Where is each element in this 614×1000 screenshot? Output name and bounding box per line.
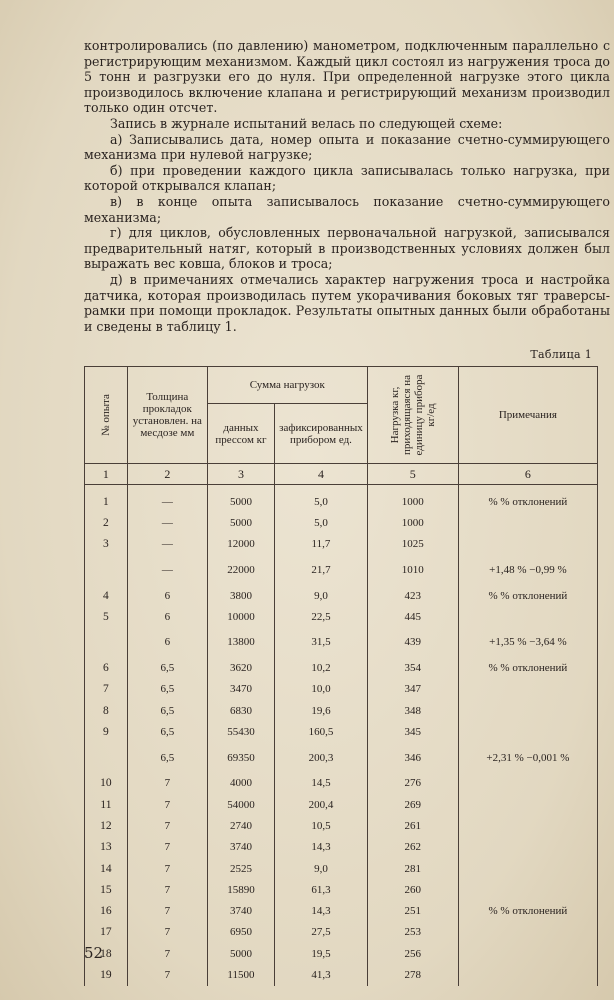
cell-l: 269 (367, 794, 458, 815)
cell-n: 12 (85, 815, 128, 836)
header-num: № опыта (85, 367, 128, 464)
table-row (85, 585, 598, 606)
cell-note: +2,31 % −0,001 % (458, 743, 597, 773)
cell-p: 54000 (207, 794, 274, 815)
cell-p: 4000 (207, 773, 274, 794)
cell-n: 1 (85, 485, 128, 513)
cell-n: 2 (85, 512, 128, 533)
cell-l: 256 (367, 943, 458, 964)
col-number: 1 (85, 464, 128, 485)
cell-n (85, 555, 128, 585)
cell-t: 7 (127, 879, 207, 900)
cell-l: 278 (367, 964, 458, 985)
cell-d: 160,5 (275, 721, 368, 742)
cell-l: 253 (367, 922, 458, 943)
cell-d: 9,0 (275, 585, 368, 606)
cell-l: 261 (367, 815, 458, 836)
cell-d: 11,7 (275, 534, 368, 555)
cell-note (458, 606, 597, 627)
cell-d: 22,5 (275, 606, 368, 627)
paragraph-item-e: д) в примечаниях отмечались характер нагружения троса и настройка датчика, которая производилась путем укорачивания боковых тяг траверсы-рамки при помощи прокладок. Результаты опытных данных были обработаны и сведены в таблицу 1. (84, 271, 610, 334)
table-row (85, 815, 598, 836)
cell-p: 10000 (207, 606, 274, 627)
cell-d: 27,5 (275, 922, 368, 943)
cell-d: 200,4 (275, 794, 368, 815)
cell-t: 6 (127, 627, 207, 657)
col-number: 4 (275, 464, 368, 485)
cell-l: 276 (367, 773, 458, 794)
cell-l: 439 (367, 627, 458, 657)
cell-t: — (127, 485, 207, 513)
cell-l: 346 (367, 743, 458, 773)
cell-l: 1025 (367, 534, 458, 555)
cell-note (458, 943, 597, 964)
cell-p: 15890 (207, 879, 274, 900)
cell-d: 14,3 (275, 900, 368, 921)
cell-d: 10,0 (275, 679, 368, 700)
cell-p: 6830 (207, 700, 274, 721)
table-caption: Таблица 1 (530, 348, 592, 361)
cell-p: 2740 (207, 815, 274, 836)
cell-t: — (127, 534, 207, 555)
table-row (85, 794, 598, 815)
table-row (85, 964, 598, 985)
cell-note: % % отклонений (458, 485, 597, 513)
header-device: зафиксированных прибором ед. (275, 404, 368, 464)
cell-note (458, 534, 597, 555)
cell-l: 1000 (367, 512, 458, 533)
cell-d: 200,3 (275, 743, 368, 773)
cell-l: 281 (367, 858, 458, 879)
cell-d: 10,5 (275, 815, 368, 836)
cell-note: +1,48 % −0,99 % (458, 555, 597, 585)
cell-d: 5,0 (275, 485, 368, 513)
table-row (85, 837, 598, 858)
cell-n: 14 (85, 858, 128, 879)
table-row (85, 657, 598, 678)
cell-n: 8 (85, 700, 128, 721)
body-text (84, 38, 610, 334)
cell-t: 6,5 (127, 657, 207, 678)
cell-t: 7 (127, 858, 207, 879)
cell-n: 10 (85, 773, 128, 794)
cell-d: 61,3 (275, 879, 368, 900)
cell-note (458, 512, 597, 533)
cell-p: 5000 (207, 943, 274, 964)
col-number: 3 (207, 464, 274, 485)
cell-note (458, 794, 597, 815)
table-row (85, 627, 598, 657)
cell-note (458, 700, 597, 721)
cell-d: 31,5 (275, 627, 368, 657)
cell-n: 3 (85, 534, 128, 555)
cell-p: 3620 (207, 657, 274, 678)
table-row (85, 485, 598, 513)
cell-t: 7 (127, 773, 207, 794)
cell-t: 7 (127, 922, 207, 943)
cell-t: 7 (127, 837, 207, 858)
cell-t: 6,5 (127, 679, 207, 700)
cell-d: 14,5 (275, 773, 368, 794)
cell-n (85, 743, 128, 773)
cell-l: 347 (367, 679, 458, 700)
header-sum-group: Сумма нагрузок (207, 367, 367, 404)
table-row (85, 534, 598, 555)
paragraph-scheme-intro: Запись в журнале испытаний велась по следующей схеме: (110, 115, 503, 131)
paragraph-item-b: б) при проведении каждого цикла записывалась только нагрузка, при которой открывался клапан; (84, 162, 610, 194)
cell-d: 19,6 (275, 700, 368, 721)
cell-note (458, 964, 597, 985)
cell-n: 17 (85, 922, 128, 943)
cell-p: 55430 (207, 721, 274, 742)
paragraph-item-c: в) в конце опыта записывалось показание счетно-суммирующего механизма; (84, 193, 610, 225)
cell-p: 3740 (207, 900, 274, 921)
cell-p: 5000 (207, 485, 274, 513)
col-number: 6 (458, 464, 597, 485)
table-row (85, 512, 598, 533)
cell-n: 4 (85, 585, 128, 606)
header-press: данных прессом кг (207, 404, 274, 464)
cell-l: 262 (367, 837, 458, 858)
cell-n: 9 (85, 721, 128, 742)
table-row (85, 922, 598, 943)
cell-note (458, 773, 597, 794)
cell-p: 69350 (207, 743, 274, 773)
cell-n: 7 (85, 679, 128, 700)
table-row (85, 900, 598, 921)
cell-d: 19,5 (275, 943, 368, 964)
table-row (85, 721, 598, 742)
cell-note (458, 721, 597, 742)
header-notes: Примечания (458, 367, 597, 464)
cell-note: % % отклонений (458, 657, 597, 678)
cell-l: 445 (367, 606, 458, 627)
cell-t: — (127, 512, 207, 533)
cell-p: 3470 (207, 679, 274, 700)
cell-l: 354 (367, 657, 458, 678)
table-row (85, 700, 598, 721)
cell-t: 6 (127, 585, 207, 606)
cell-note (458, 815, 597, 836)
cell-p: 22000 (207, 555, 274, 585)
cell-d: 21,7 (275, 555, 368, 585)
cell-t: 6,5 (127, 743, 207, 773)
cell-p: 13800 (207, 627, 274, 657)
cell-note: % % отклонений (458, 900, 597, 921)
cell-l: 348 (367, 700, 458, 721)
header-load: Нагрузка кг, приходящаяся на единицу прибора кг/ед (367, 367, 458, 464)
cell-p: 2525 (207, 858, 274, 879)
cell-note: +1,35 % −3,64 % (458, 627, 597, 657)
col-number: 2 (127, 464, 207, 485)
cell-l: 251 (367, 900, 458, 921)
cell-l: 345 (367, 721, 458, 742)
cell-d: 10,2 (275, 657, 368, 678)
cell-t: — (127, 555, 207, 585)
table-row (85, 858, 598, 879)
table-row (85, 743, 598, 773)
table-row (85, 606, 598, 627)
cell-note (458, 922, 597, 943)
cell-d: 41,3 (275, 964, 368, 985)
results-table (84, 366, 598, 986)
cell-n: 13 (85, 837, 128, 858)
cell-p: 11500 (207, 964, 274, 985)
cell-l: 260 (367, 879, 458, 900)
cell-d: 14,3 (275, 837, 368, 858)
cell-t: 6 (127, 606, 207, 627)
cell-l: 1010 (367, 555, 458, 585)
cell-note (458, 679, 597, 700)
header-thickness: Толщина прокладок установлен. на месдозе мм (127, 367, 207, 464)
cell-l: 423 (367, 585, 458, 606)
cell-t: 7 (127, 964, 207, 985)
table-row (85, 773, 598, 794)
cell-n: 11 (85, 794, 128, 815)
table-body (85, 485, 598, 986)
table-row (85, 943, 598, 964)
col-number: 5 (367, 464, 458, 485)
cell-d: 9,0 (275, 858, 368, 879)
cell-t: 7 (127, 794, 207, 815)
cell-note (458, 879, 597, 900)
cell-l: 1000 (367, 485, 458, 513)
cell-n: 18 (85, 943, 128, 964)
cell-n (85, 627, 128, 657)
cell-n: 15 (85, 879, 128, 900)
cell-note (458, 837, 597, 858)
cell-n: 16 (85, 900, 128, 921)
page-number: 52 (84, 944, 104, 962)
cell-t: 7 (127, 943, 207, 964)
table-row (85, 679, 598, 700)
cell-t: 7 (127, 900, 207, 921)
cell-note (458, 858, 597, 879)
paragraph-continued: контролировались (по давлению) манометром, подключенным параллельно с регистрирующим механизмом. Каждый цикл состоял из нагружения троса до 5 тонн и разгрузки его до нуля. При определенной нагрузке этого цикла производилось включение клапана и регистрирующий механизм производил только один отсчет. (84, 38, 610, 116)
paragraph-item-a: а) Записывались дата, номер опыта и показание счетно-суммирующего механизма при нулевой нагрузке; (84, 131, 610, 163)
cell-t: 6,5 (127, 721, 207, 742)
cell-n: 5 (85, 606, 128, 627)
cell-p: 5000 (207, 512, 274, 533)
table-row (85, 879, 598, 900)
cell-note: % % отклонений (458, 585, 597, 606)
cell-n: 6 (85, 657, 128, 678)
cell-p: 3740 (207, 837, 274, 858)
cell-t: 6,5 (127, 700, 207, 721)
cell-t: 7 (127, 815, 207, 836)
cell-p: 6950 (207, 922, 274, 943)
cell-p: 12000 (207, 534, 274, 555)
paragraph-item-d: г) для циклов, обусловленных первоначальной нагрузкой, записывался предварительный натяг, который в производственных условиях должен был выражать вес ковша, блоков и троса; (84, 225, 610, 272)
cell-n: 19 (85, 964, 128, 985)
cell-p: 3800 (207, 585, 274, 606)
cell-d: 5,0 (275, 512, 368, 533)
table-row (85, 555, 598, 585)
